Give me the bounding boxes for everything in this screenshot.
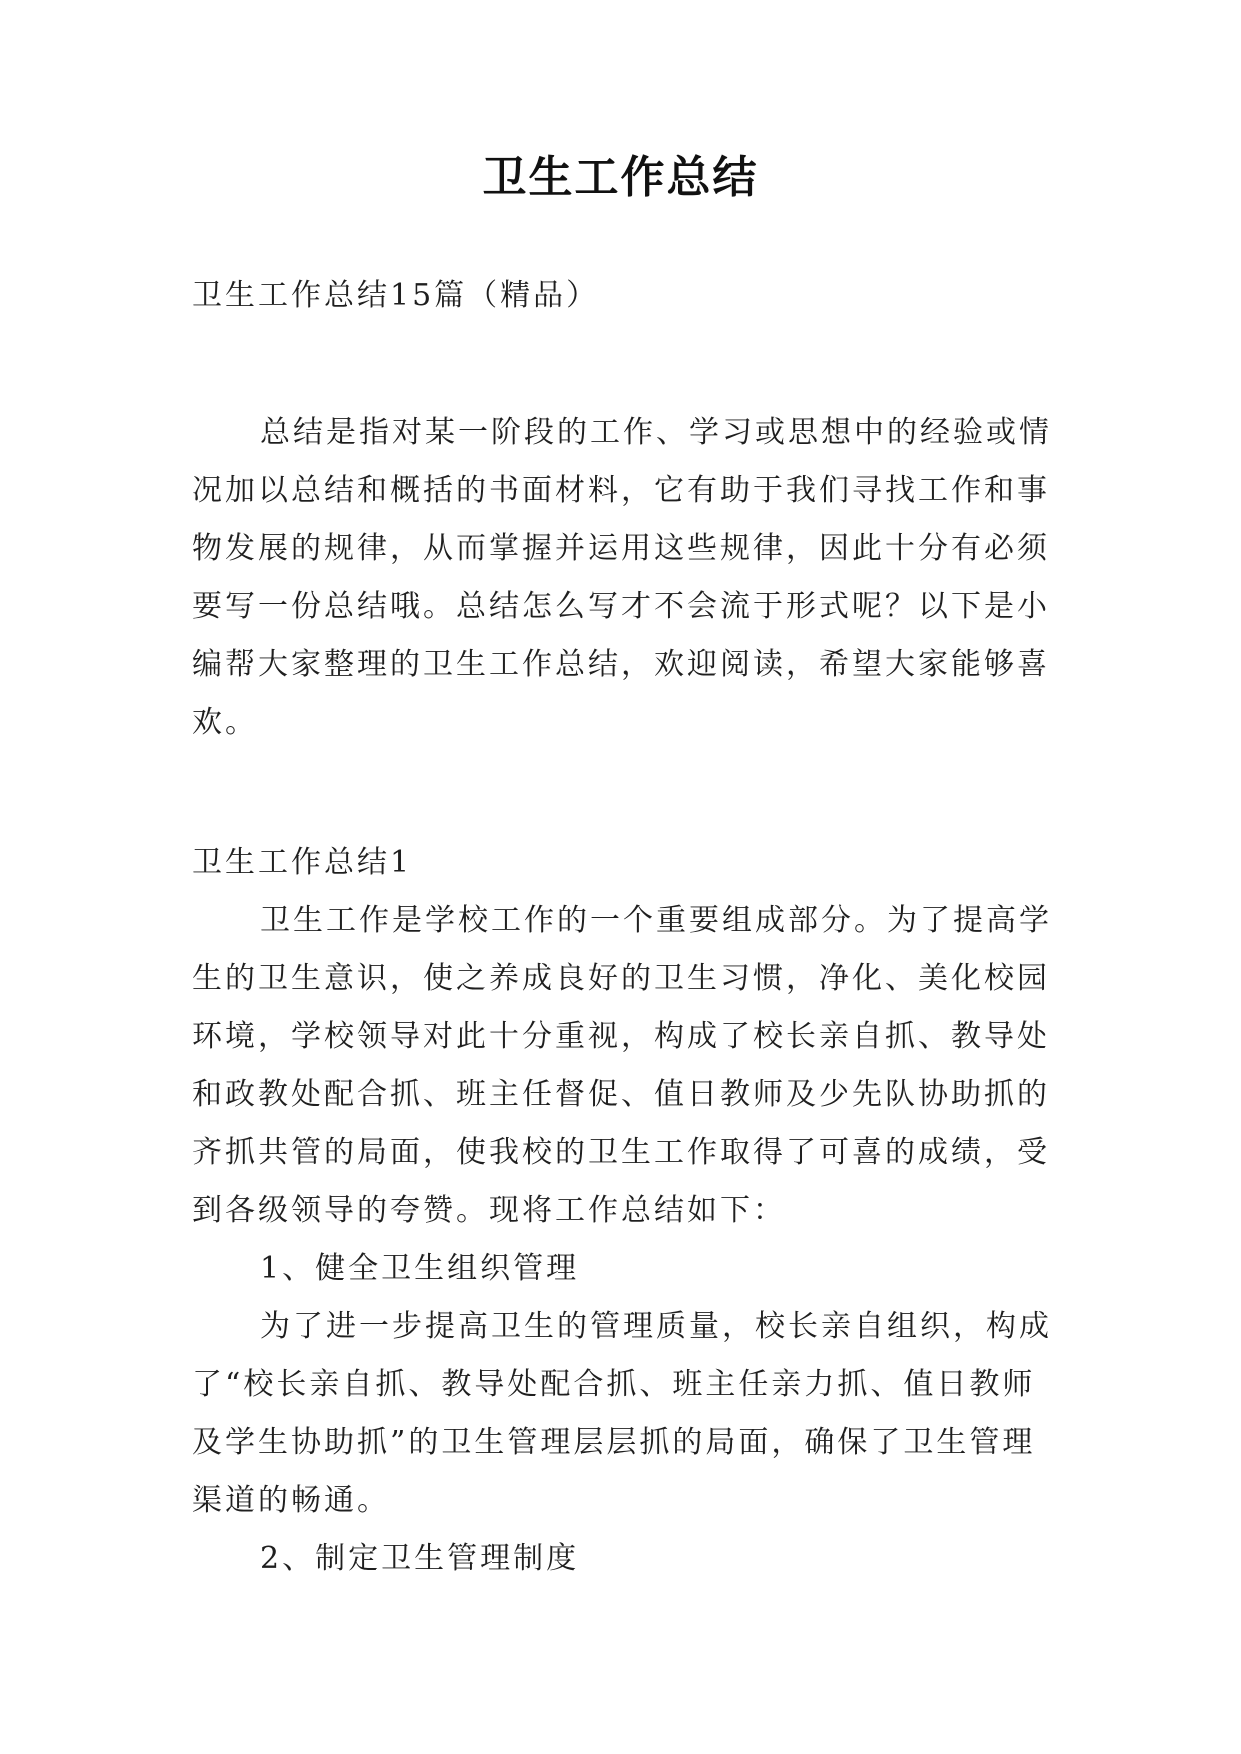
item-1-heading: 1、健全卫生组织管理 bbox=[260, 1251, 580, 1286]
section-heading: 卫生工作总结1 bbox=[192, 845, 413, 880]
section-paragraph: 卫生工作是学校工作的一个重要组成部分。为了提高学生的卫生意识，使之养成良好的卫生习惯，净化、美化校园环境，学校领导对此十分重视，构成了校长亲自抓、教导处和政教处配合抓、班主任督促、值日教师及少先队协助抓的齐抓共管的局面，使我校的卫生工作取得了可喜的成绩，受到各级领导的夸赞。现将工作总结如下： bbox=[192, 903, 1052, 1228]
item-2-heading: 2、制定卫生管理制度 bbox=[260, 1541, 580, 1576]
document-title: 卫生工作总结 bbox=[482, 152, 759, 203]
item-1-paragraph: 为了进一步提高卫生的管理质量，校长亲自组织，构成了“校长亲自抓、教导处配合抓、班主任亲力抓、值日教师及学生协助抓”的卫生管理层层抓的局面，确保了卫生管理渠道的畅通。 bbox=[192, 1309, 1052, 1518]
document-subtitle: 卫生工作总结15篇（精品） bbox=[192, 278, 600, 313]
intro-paragraph: 总结是指对某一阶段的工作、学习或思想中的经验或情况加以总结和概括的书面材料，它有助于我们寻找工作和事物发展的规律，从而掌握并运用这些规律，因此十分有必须要写一份总结哦。总结怎么写才不会流于形式呢？以下是小编帮大家整理的卫生工作总结，欢迎阅读，希望大家能够喜欢。 bbox=[192, 415, 1052, 740]
